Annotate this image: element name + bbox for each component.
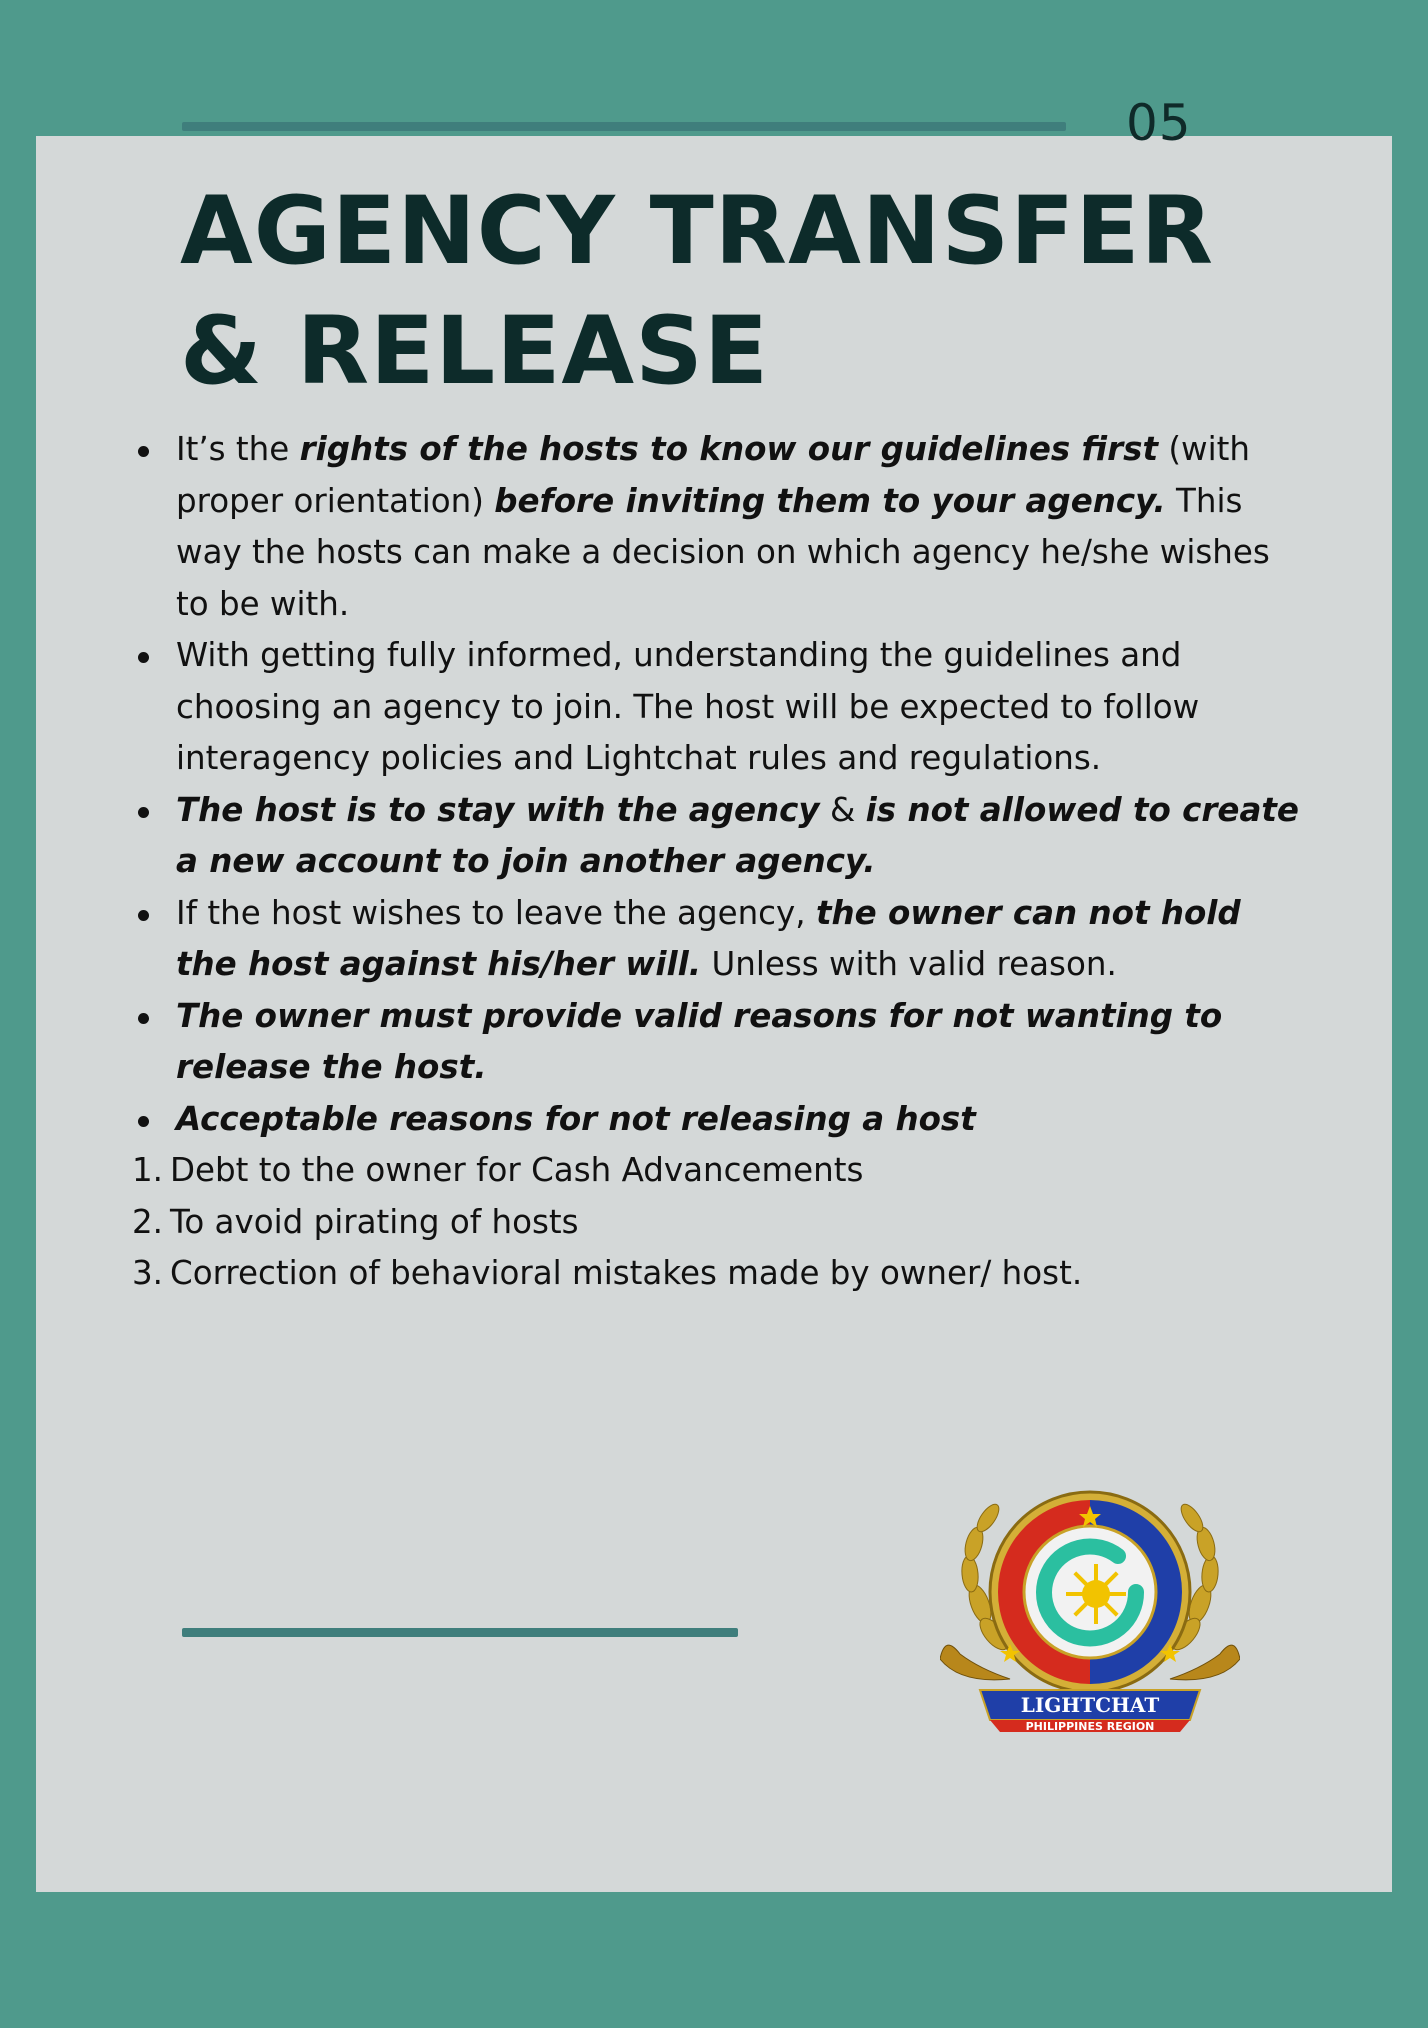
bottom-divider xyxy=(182,1628,738,1637)
list-item: Acceptable reasons for not releasing a host xyxy=(132,1094,1312,1146)
guidelines-list xyxy=(132,424,1312,1145)
title-line-1: AGENCY TRANSFER xyxy=(180,177,1214,286)
logo-brand: LIGHTCHAT xyxy=(1020,1693,1160,1717)
list-item: The host is to stay with the agency & is not allowed to create a new account to join another agency. xyxy=(132,785,1312,888)
list-item: 2. To avoid pirating of hosts xyxy=(132,1202,579,1241)
list-item: It’s the rights of the hosts to know our guidelines first (with proper orientation) before inviting them to your agency. This way the hosts can make a decision on which agency he/she wishes to be with. xyxy=(132,424,1312,630)
sun-icon xyxy=(1066,1564,1126,1624)
page-title xyxy=(180,172,1214,412)
list-item: 1. Debt to the owner for Cash Advancements xyxy=(132,1151,864,1189)
logo-region: PHILIPPINES REGION xyxy=(1025,1720,1155,1733)
list-item: The owner must provide valid reasons for not wanting to release the host. xyxy=(132,991,1312,1094)
title-line-2: & RELEASE xyxy=(180,297,770,406)
lightchat-logo xyxy=(940,1484,1240,1744)
guidelines-body xyxy=(132,424,1312,1300)
top-divider xyxy=(182,122,1066,131)
list-item: 3. Correction of behavioral mistakes made by owner/ host. xyxy=(132,1254,1083,1292)
acceptable-reasons-list xyxy=(132,1145,1312,1300)
page-number: 05 xyxy=(1126,94,1192,152)
list-item: With getting fully informed, understanding the guidelines and choosing an agency to join. The host will be expected to follow interagency policies and Lightchat rules and regulations. xyxy=(132,630,1312,785)
list-item: If the host wishes to leave the agency, the owner can not hold the host against his/her will. Unless with valid reason. xyxy=(132,888,1312,991)
